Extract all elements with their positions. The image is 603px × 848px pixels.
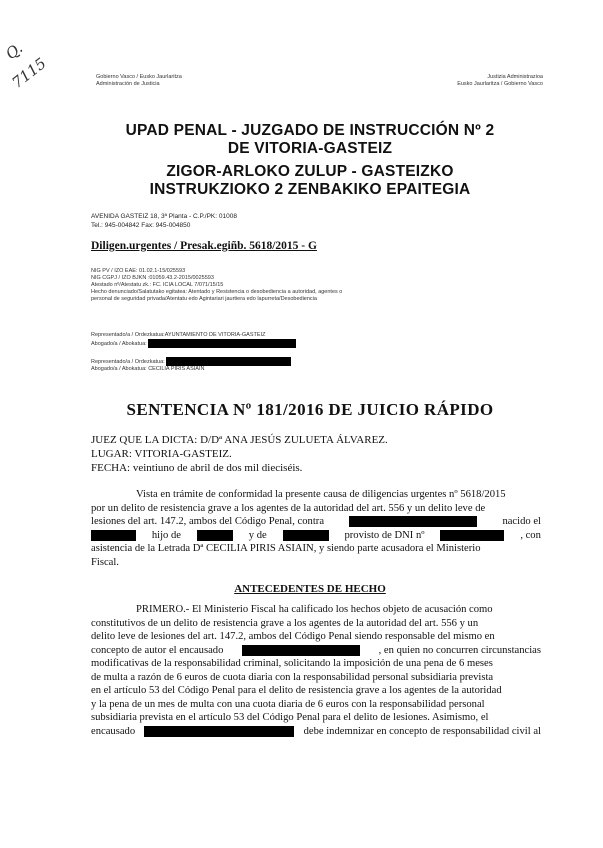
primero-paragraph <box>91 603 541 738</box>
case-reference: Diligen.urgentes / Presak.egiñb. 5618/2015 - G <box>91 240 317 252</box>
redacted-block <box>91 530 136 541</box>
court-title-es-line2: DE VITORIA-GASTEIZ <box>227 140 393 157</box>
case-info-line: NIG PV / IZO EAE: 01.02.1-15/025593 <box>91 268 186 274</box>
primero-line: delito leve de lesiones del art. 147.2, ambos del Código Penal siendo responsable del mismo en <box>91 631 495 642</box>
redacted-block <box>242 645 360 656</box>
abog2-value: CECILIA PIRIS ASIAIN <box>148 366 205 372</box>
intro-line: , con <box>520 529 541 541</box>
primero-line: y la pena de un mes de multa con una cuota diaria de 6 euros con la responsabilidad personal <box>91 698 485 710</box>
intro-line: hijo de <box>151 529 182 541</box>
redacted-block <box>283 530 329 541</box>
primero-line: El Ministerio Fiscal ha calificado los hechos objeto de acusación como <box>191 604 493 615</box>
handwritten-note-line2: 7115 <box>8 54 50 92</box>
intro-line: provisto de DNI nº <box>344 529 425 541</box>
address-line1: AVENIDA GASTEIZ 18, 3ª Planta - C.P./PK: 01008 <box>91 213 237 220</box>
handwritten-note-line1: Q. <box>2 38 27 64</box>
primero-line: en el artículo 53 del Código Penal para el delito de resistencia grave a los agentes de la autoridad <box>91 685 502 696</box>
court-address <box>91 213 237 230</box>
sentence-title: SENTENCIA Nº 181/2016 DE JUICIO RÁPIDO <box>126 400 494 419</box>
intro-line: Fiscal. <box>91 556 119 568</box>
court-title-eu-line1: ZIGOR-ARLOKO ZULUP - GASTEIZKO <box>166 163 454 180</box>
header-right-line2: Eusko Jaurlaritza / Gobierno Vasco <box>457 81 543 87</box>
header-left-line2: Administración de Justicia <box>96 81 160 87</box>
redacted-block <box>440 530 504 541</box>
case-info-line: personal de seguridad privada/Atentatu edo Agintariari jaurtiera edo lapurreta/Desobediencia <box>91 296 317 302</box>
header-left-line1: Gobierno Vasco / Eusko Jaurlaritza <box>96 74 182 80</box>
primero-line: modificativas de la responsabilidad criminal, solicitando la imposición de una pena de 6 meses <box>91 658 493 669</box>
rep2-label: Representado/a / Ordezkatua: <box>91 358 165 365</box>
primero-line: , en quien no concurren circunstancias <box>378 644 541 656</box>
case-info-line: Hecho denunciado/Salatutako egitatea: Atentado y Resistencia o desobediencia a autoridad, agentes o <box>91 289 343 295</box>
intro-line: nacido el <box>502 516 541 527</box>
intro-paragraph <box>91 488 541 569</box>
primero-line: constitutivos de un delito de resistencia grave a los agentes de la autoridad del art. 556 y un <box>91 617 479 629</box>
redacted-block <box>144 726 294 737</box>
parties-block <box>91 332 561 373</box>
redacted-block <box>166 357 291 366</box>
header-right-line1: Justizia Administrazioa <box>487 74 543 80</box>
court-title <box>60 122 560 199</box>
intro-line: asistencia de la Letrada Dª CECILIA PIRIS ASIAIN, y siendo parte acusadora el Ministerio <box>91 543 481 554</box>
intro-line: lesiones del art. 147.2, ambos del Código Penal, contra <box>91 516 325 527</box>
primero-line: subsidiaria prevista en el artículo 53 del Código Penal para el delito de lesiones. Asimismo, el <box>91 712 489 723</box>
abog1-label: Abogado/a / Abokatua: <box>91 340 147 347</box>
primero-line: de multa a razón de 6 euros de cuota diaria con la responsabilidad personal subsidiaria prevista <box>91 671 494 683</box>
primero-label: PRIMERO.- <box>136 604 190 615</box>
redacted-block <box>148 339 296 348</box>
case-info <box>91 268 561 303</box>
primero-line: encausado <box>91 725 136 737</box>
primero-line: concepto de autor el encausado <box>91 644 224 656</box>
court-title-es-line1: UPAD PENAL - JUZGADO DE INSTRUCCIÓN Nº 2 <box>125 122 495 139</box>
abog2-label: Abogado/a / Abokatua: <box>91 366 147 372</box>
case-info-line: NIG CGPJ / IZO BJKN :01059.43.2-2015/0025593 <box>91 275 214 281</box>
date-line: FECHA: veintiuno de abril de dos mil dieciséis. <box>91 462 303 474</box>
judge-block <box>91 433 388 475</box>
intro-line: Vista en trámite de conformidad la presente causa de diligencias urgentes nº 5618/2015 <box>136 489 506 500</box>
case-info-line: Atestado nº/Atestatu zk.: FC. ICIA LOCAL 7/071/15/15 <box>91 282 224 288</box>
place-line: LUGAR: VITORIA-GASTEIZ. <box>91 448 232 460</box>
rep1-value: AYUNTAMIENTO DE VITORIA-GASTEIZ <box>164 332 266 338</box>
header-right <box>457 74 543 88</box>
judge-line: JUEZ QUE LA DICTA: D/Dª ANA JESÚS ZULUETA ÁLVAREZ. <box>91 434 388 446</box>
redacted-block <box>197 530 233 541</box>
primero-line: debe indemnizar en concepto de responsabilidad civil al <box>303 725 541 737</box>
rep1-label: Representado/a / Ordezkatua: <box>91 332 165 338</box>
address-line2: Tel.: 945-004842 Fax: 945-004850 <box>91 221 191 229</box>
antecedentes-heading: ANTECEDENTES DE HECHO <box>234 583 386 595</box>
intro-line: por un delito de resistencia grave a los agentes de la autoridad del art. 556 y un delito leve de <box>91 502 486 514</box>
redacted-block <box>349 516 477 527</box>
intro-line: y de <box>248 529 267 541</box>
court-title-eu-line2: INSTRUKZIOKO 2 ZENBAKIKO EPAITEGIA <box>149 181 471 198</box>
header-left <box>96 74 182 88</box>
